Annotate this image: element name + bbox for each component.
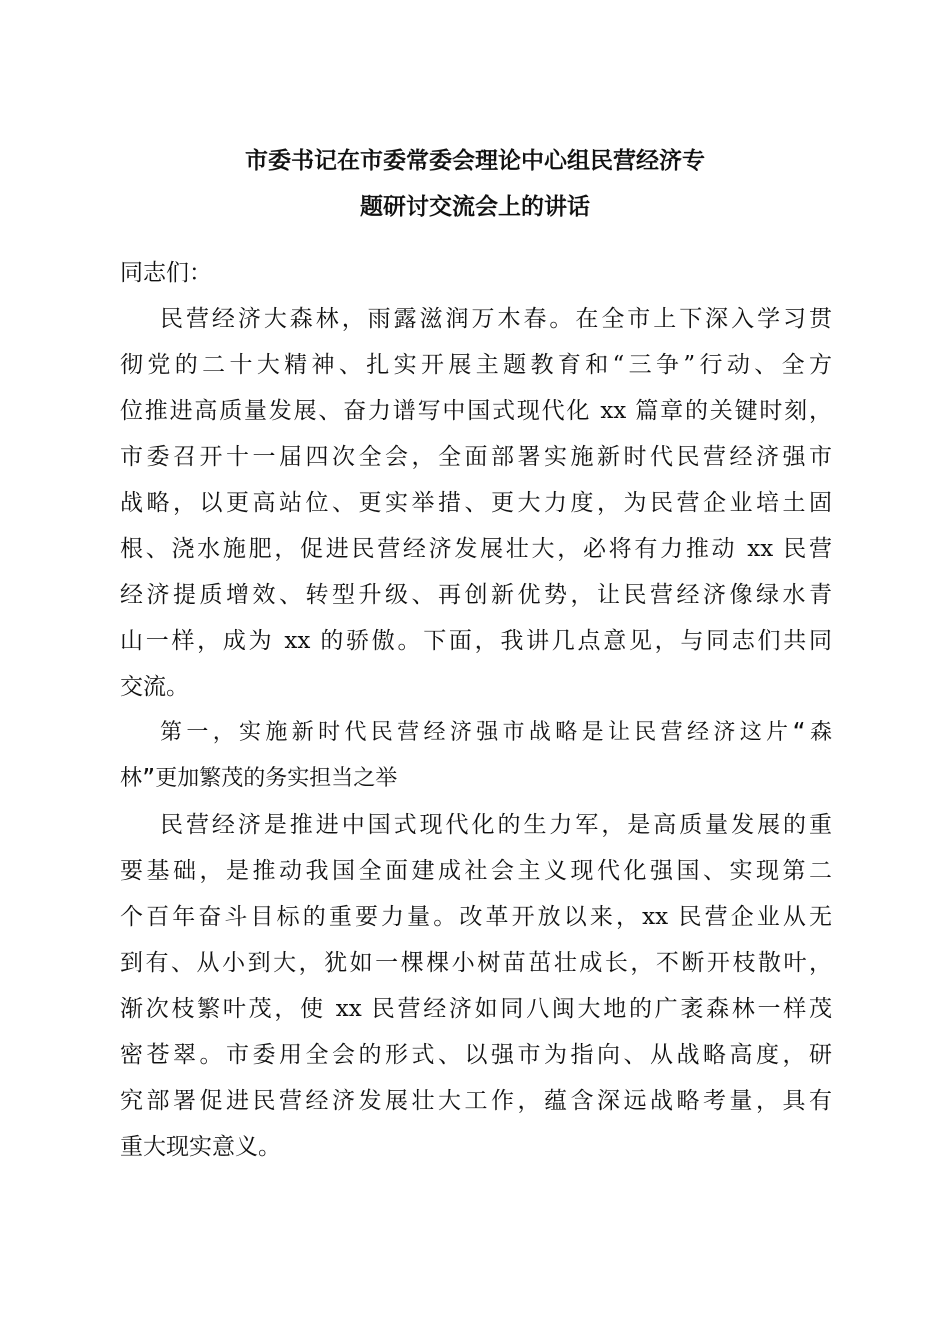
paragraph-line: 个百年奋斗目标的重要力量。改革开放以来，xx 民营企业从无	[120, 904, 832, 930]
paragraph-line: 重大现实意义。	[120, 1134, 281, 1160]
paragraph-line: 山一样，成为 xx 的骄傲。下面，我讲几点意见，与同志们共同	[120, 628, 832, 654]
paragraph-line: 战略，以更高站位、更实举措、更大力度，为民营企业培土固	[120, 490, 832, 516]
paragraph-line: 交流。	[120, 674, 189, 700]
title-line: 题研讨交流会上的讲话	[360, 193, 590, 220]
paragraph-line: 位推进高质量发展、奋力谱写中国式现代化 xx 篇章的关键时刻，	[120, 398, 832, 424]
paragraph-line: 要基础，是推动我国全面建成社会主义现代化强国、实现第二	[120, 858, 832, 884]
document-title	[100, 138, 850, 230]
paragraph-line: 彻党的二十大精神、扎实开展主题教育和“三争”行动、全方	[120, 352, 832, 378]
heading-line: 第一，实施新时代民营经济强市战略是让民营经济这片“森	[160, 720, 832, 745]
paragraph-intro	[120, 296, 832, 710]
salutation: 同志们：	[120, 260, 212, 286]
paragraph-line: 经济提质增效、转型升级、再创新优势，让民营经济像绿水青	[120, 582, 832, 608]
paragraph-line: 密苍翠。市委用全会的形式、以强市为指向、从战略高度，研	[120, 1042, 832, 1068]
paragraph-line: 民营经济大森林，雨露滋润万木春。在全市上下深入学习贯	[160, 306, 832, 332]
heading-line: 林”更加繁茂的务实担当之举	[120, 766, 398, 791]
paragraph-line: 到有、从小到大，犹如一棵棵小树苗茁壮成长，不断开枝散叶，	[120, 950, 832, 976]
section-heading-1	[120, 710, 832, 802]
paragraph-line: 民营经济是推进中国式现代化的生力军，是高质量发展的重	[160, 812, 832, 838]
paragraph-line: 究部署促进民营经济发展壮大工作，蕴含深远战略考量，具有	[120, 1088, 832, 1114]
title-line: 市委书记在市委常委会理论中心组民营经济专	[245, 147, 705, 174]
document-body	[120, 250, 832, 1170]
paragraph-line: 渐次枝繁叶茂，使 xx 民营经济如同八闽大地的广袤森林一样茂	[120, 996, 832, 1022]
paragraph-section-1	[120, 802, 832, 1170]
paragraph-line: 根、浇水施肥，促进民营经济发展壮大，必将有力推动 xx 民营	[120, 536, 832, 562]
paragraph-line: 市委召开十一届四次全会，全面部署实施新时代民营经济强市	[120, 444, 832, 470]
